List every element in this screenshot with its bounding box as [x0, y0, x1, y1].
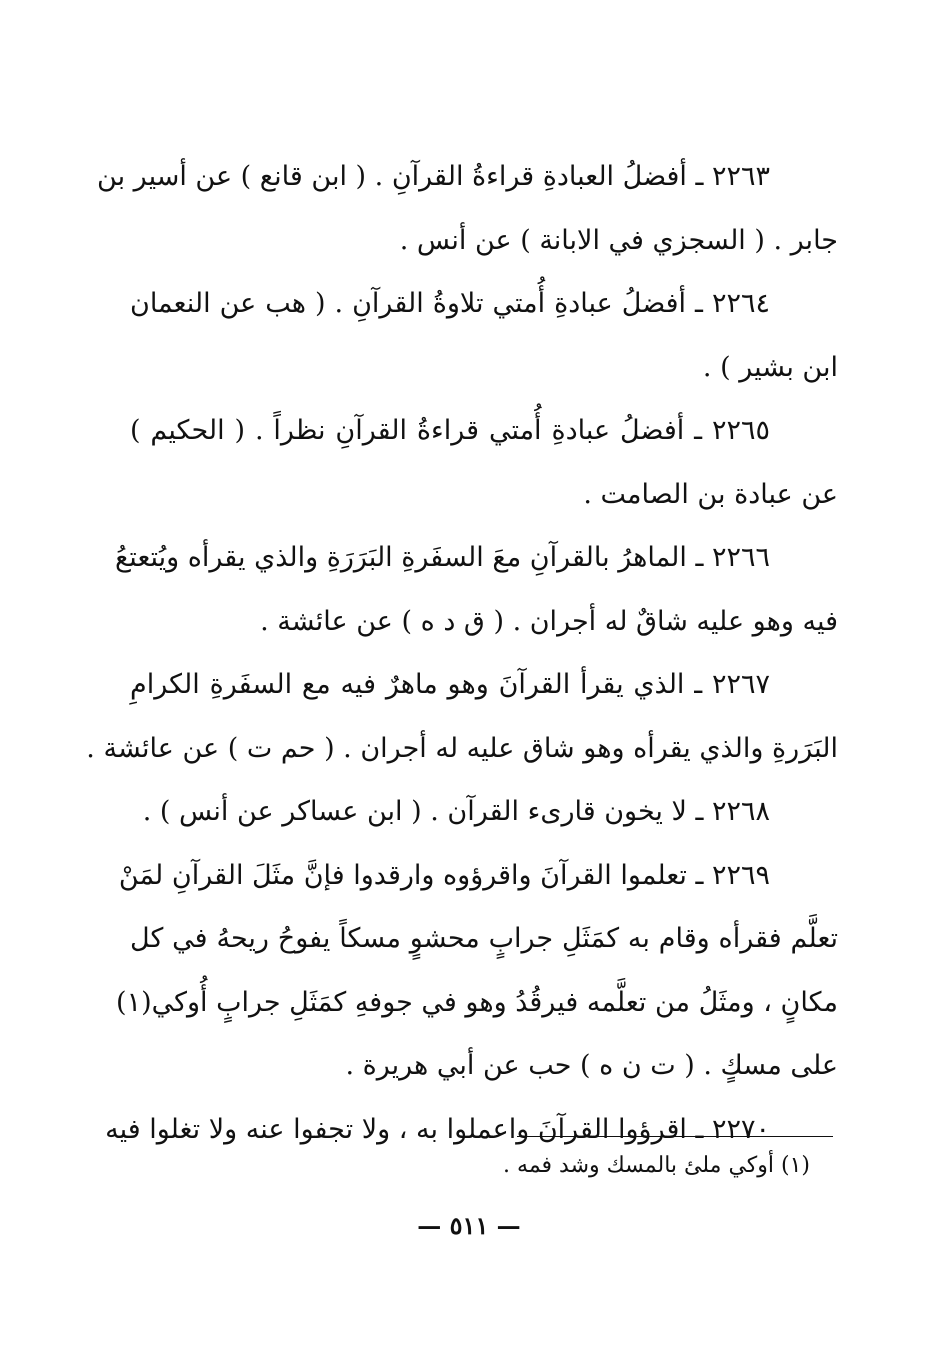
hadith-2268-line-1: ٢٢٦٨ ـ لا يخون قارىء القرآن . ( ابن عساكر عن أنس ) .: [142, 796, 770, 827]
hadith-2265-line-1: ٢٢٦٥ ـ أفضلُ عبادةِ أُمتي قراءةُ القرآنِ نظراً . ( الحكيم ): [130, 415, 770, 446]
hadith-2263-line-2: جابر . ( السجزي في الابانة ) عن أنس .: [399, 224, 838, 256]
hadith-text-block: [86, 145, 838, 1161]
hadith-2267-line-2: البَرَرةِ والذي يقرأه وهو شاق عليه له أجران . ( حم ت ) عن عائشة .: [86, 732, 838, 764]
hadith-2264-line-1: ٢٢٦٤ ـ أفضلُ عبادةِ أُمتي تلاوةُ القرآنِ . ( هب عن النعمان: [130, 288, 770, 319]
hadith-2269-line-4: على مسكٍ . ( ت ن ه ) حب عن أبي هريرة .: [345, 1050, 838, 1081]
hadith-2266-line-1: ٢٢٦٦ ـ الماهرُ بالقرآنِ معَ السفَرةِ البَرَرَةِ والذي يقرأه ويُتعتعُ: [114, 542, 770, 573]
hadith-2266-line-2: فيه وهو عليه شاقٌ له أجران . ( ق د ه ) عن عائشة .: [260, 605, 838, 637]
hadith-2270-line-1: ٢٢٧٠ ـ اقرؤوا القرآنَ واعملوا به ، ولا تجفوا عنه ولا تغلوا فيه: [105, 1113, 770, 1145]
hadith-2269-line-1: ٢٢٦٩ ـ تعلموا القرآنَ واقرؤوه وارقدوا فإنَّ مثَلَ القرآنِ لمَنْ: [118, 859, 770, 891]
footnote-divider: [517, 1136, 833, 1137]
footnote: (١) أوكي ملئ بالمسك وشد فمه .: [503, 1153, 810, 1178]
hadith-2269-line-3: مكانٍ ، ومثَلُ من تعلَّمه فيرقُدُ وهو في جوفهِ كمَثَلِ جرابٍ أُوكي(١): [116, 986, 838, 1018]
hadith-2263-line-1: ٢٢٦٣ ـ أفضلُ العبادةِ قراءةُ القرآنِ . ( ابن قانع ) عن أسير بن: [97, 161, 770, 192]
hadith-2264-line-2: ابن بشير ) .: [702, 351, 838, 383]
hadith-2267-line-1: ٢٢٦٧ ـ الذي يقرأ القرآنَ وهو ماهرٌ فيه مع السفَرةِ الكرامِ: [130, 669, 770, 700]
page-number: — ٥١١ —: [417, 1211, 521, 1240]
hadith-2265-line-2: عن عبادة بن الصامت .: [583, 478, 838, 510]
hadith-2269-line-2: تعلَّم فقرأه وقام به كمَثَلِ جرابٍ محشوٍ مسكاً يفوحُ ريحهُ في كل: [130, 923, 838, 954]
